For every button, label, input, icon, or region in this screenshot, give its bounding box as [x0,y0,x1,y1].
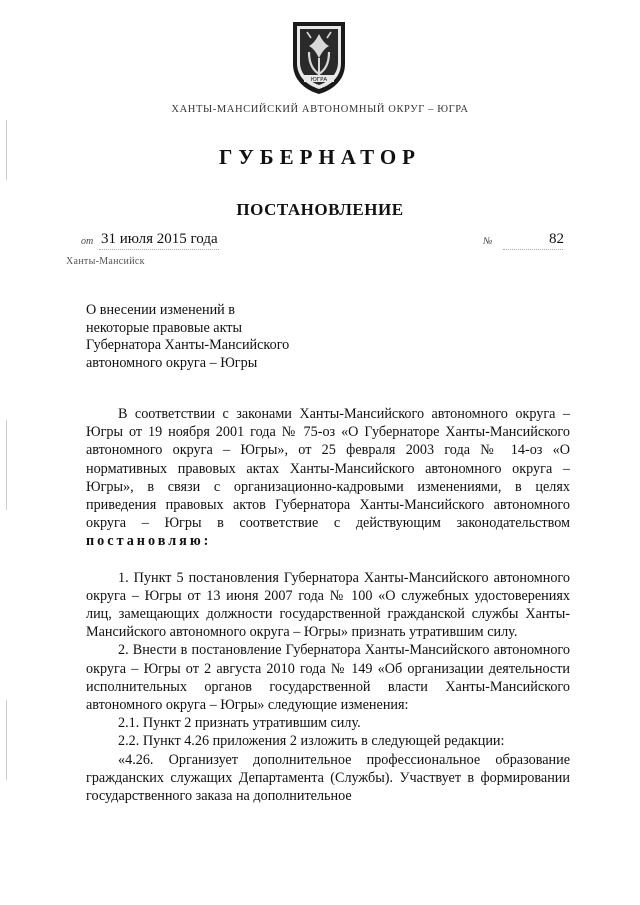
preamble-text: В соответствии с законами Ханты-Мансийского автономного округа – Югры от 19 ноября 2001 года № 75-оз «О Губернаторе Ханты-Мансийского автономного округа – Югры», от 25 февраля 2003 года № 14-оз «О нормативных правовых актах Ханты-Мансийского автономного округа – Югры», в связи с организационно-кадровыми изменениями, в целях приведения правовых актов Губернатора Ханты-Мансийского автономного округа – Югры в соответствие с действующим законодательством [86,406,570,532]
document-date: 31 июля 2015 года [101,231,218,247]
paragraph-4-26: «4.26. Организует дополнительное профессиональное образование гражданских служащих Департамента (Службы). Участвует в формировании государственного заказа на дополнительное [86,751,570,805]
subject-line: автономного округа – Югры [86,354,258,371]
document-type: ПОСТАНОВЛЕНИЕ [236,200,404,219]
document-subject [86,302,386,372]
preamble-paragraph [86,405,570,551]
paragraph-2-1: 2.1. Пункт 2 признать утратившим силу. [118,715,361,732]
scan-edge-mark [6,700,7,780]
subject-line: О внесении изменений в [86,302,236,318]
khmao-coat-of-arms-icon [287,18,351,96]
scan-edge-mark [6,420,7,510]
scan-edge-mark [6,120,7,180]
number-underline [503,249,563,250]
region-name: ХАНТЫ-МАНСИЙСКИЙ АВТОНОМНЫЙ ОКРУГ – ЮГРА [171,104,469,115]
governor-title: ГУБЕРНАТОР [218,145,422,169]
paragraph-2: 2. Внести в постановление Губернатора Ханты-Мансийского автономного округа – Югры от 2 августа 2010 года № 149 «Об организации деятельности исполнительных органов государственной власти Ханты-Мансийского автономного округа – Югры» следующие изменения: [86,642,570,714]
decree-word: постановляю: [86,533,212,550]
date-prefix: от [81,236,94,247]
date-underline [99,249,219,250]
paragraph-1: 1. Пункт 5 постановления Губернатора Ханты-Мансийского автономного округа – Югры от 13 июня 2007 года № 100 «О служебных удостоверениях лиц, замещающих должности государственной гражданской службы Ханты-Мансийского автономного округа – Югры» признать утратившим силу. [86,569,570,641]
emblem-text: ЮГРА [310,77,328,83]
document-number: 82 [549,231,564,247]
subject-line: Губернатора Ханты-Мансийского [86,337,290,353]
subject-line: некоторые правовые акты [86,319,243,336]
city-name: Ханты-Мансийск [66,256,145,267]
paragraph-gap [86,551,570,569]
document-body [86,405,570,805]
paragraph-2-2: 2.2. Пункт 4.26 приложения 2 изложить в следующей редакции: [118,733,505,750]
number-prefix: № [483,236,493,247]
